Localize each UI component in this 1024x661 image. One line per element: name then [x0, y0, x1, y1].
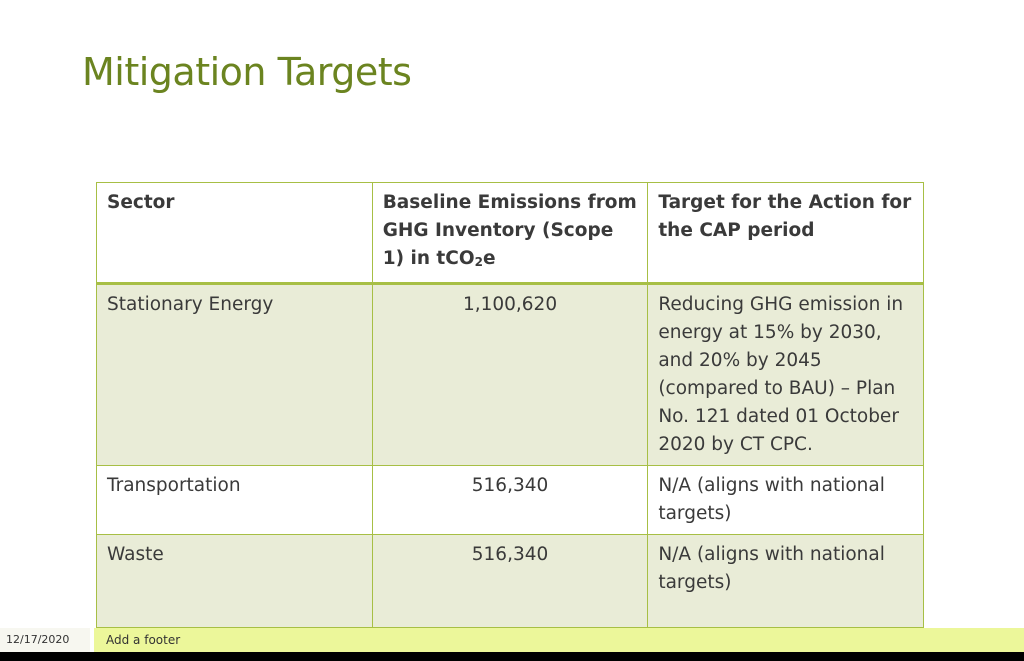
- cell-target[interactable]: N/A (aligns with national targets): [648, 466, 924, 535]
- footer-date[interactable]: 12/17/2020: [0, 628, 90, 652]
- header-baseline-subscript: 2: [474, 255, 483, 269]
- cell-baseline[interactable]: 516,340: [372, 535, 648, 628]
- header-target: Target for the Action for the CAP period: [648, 183, 924, 284]
- table-header-row: [97, 183, 924, 284]
- table-row: [97, 535, 924, 628]
- cell-sector[interactable]: Waste: [97, 535, 373, 628]
- table-row: [97, 466, 924, 535]
- header-baseline-text: Baseline Emissions from GHG Inventory (Scope 1) in tCO: [382, 192, 637, 269]
- mitigation-targets-table[interactable]: [96, 182, 924, 628]
- cell-sector[interactable]: Transportation: [97, 466, 373, 535]
- header-baseline: [372, 183, 648, 284]
- table-row: [97, 284, 924, 466]
- footer-text[interactable]: Add a footer: [94, 628, 1024, 652]
- cell-baseline[interactable]: 516,340: [372, 466, 648, 535]
- cell-sector[interactable]: Stationary Energy: [97, 284, 373, 466]
- cell-target[interactable]: Reducing GHG emission in energy at 15% by 2030, and 20% by 2045 (compared to BAU) – Plan No. 121 dated 01 October 2020 by CT CPC.: [648, 284, 924, 466]
- bottom-edge: [0, 652, 1024, 661]
- header-baseline-suffix: e: [482, 248, 496, 269]
- slide-title[interactable]: Mitigation Targets: [82, 50, 412, 94]
- cell-baseline[interactable]: 1,100,620: [372, 284, 648, 466]
- cell-target[interactable]: N/A (aligns with national targets): [648, 535, 924, 628]
- header-sector: Sector: [97, 183, 373, 284]
